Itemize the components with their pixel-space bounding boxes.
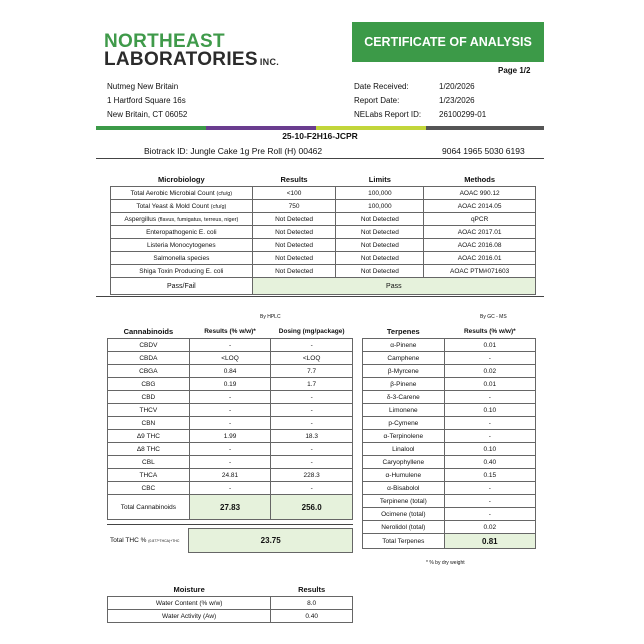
micro-header: Results [280, 174, 308, 184]
table-row [111, 265, 536, 278]
report-info [354, 80, 486, 122]
table-row [363, 430, 536, 443]
table-row [108, 482, 353, 495]
moisture-name: Water Content (% w/w) [108, 597, 271, 610]
micro-test-name [111, 239, 253, 252]
cannabinoid-dose: - [271, 339, 353, 352]
micro-method: AOAC 2016.01 [424, 252, 536, 265]
micro-method: AOAC 990.12 [424, 187, 536, 200]
report-id-label: NELabs Report ID: [354, 110, 422, 119]
table-row [363, 378, 536, 391]
report-date: 1/23/2026 [439, 96, 475, 105]
micro-test-name [111, 226, 253, 239]
table-row [111, 200, 536, 213]
terpene-name: δ-3-Carene [363, 391, 445, 404]
cannabinoid-dose: 228.3 [271, 469, 353, 482]
total-terpenes-value: 0.81 [444, 534, 535, 549]
cannabinoid-name: CBC [108, 482, 190, 495]
cannabinoid-name: THCA [108, 469, 190, 482]
micro-method: AOAC PTM#071603 [424, 265, 536, 278]
micro-test-name [111, 200, 253, 213]
divider [107, 524, 353, 525]
table-row [108, 495, 353, 520]
divider [96, 158, 544, 159]
passfail-value: Pass [252, 278, 535, 295]
terpene-name: Limonene [363, 404, 445, 417]
cannabinoid-dose: 7.7 [271, 365, 353, 378]
cannabinoid-result: - [189, 339, 271, 352]
terpene-result: - [444, 391, 535, 404]
micro-result: Not Detected [252, 252, 336, 265]
client-address [107, 80, 187, 122]
terpene-result: 0.01 [444, 378, 535, 391]
cannabinoid-result: - [189, 443, 271, 456]
micro-header: Methods [464, 174, 496, 184]
table-row [363, 534, 536, 549]
micro-limit: 100,000 [336, 200, 424, 213]
cannabinoids-table [107, 324, 353, 520]
moisture-table [107, 582, 353, 623]
micro-test-label: Shiga Toxin Producing E. coli [139, 267, 224, 275]
table-row [363, 404, 536, 417]
terpene-result: - [444, 417, 535, 430]
micro-result: Not Detected [252, 226, 336, 239]
micro-header: Microbiology [158, 174, 205, 184]
moisture-name: Water Activity (Aw) [108, 610, 271, 623]
micro-method: AOAC 2014.05 [424, 200, 536, 213]
micro-test-label: Aspergillus [124, 215, 157, 223]
cannabinoid-name: CBG [108, 378, 190, 391]
logo-inc: INC. [259, 57, 280, 67]
table-row [108, 469, 353, 482]
micro-test-name [111, 252, 253, 265]
cannabinoid-result: 1.99 [189, 430, 271, 443]
table-row [111, 252, 536, 265]
table-row [108, 430, 353, 443]
cannabinoid-name: CBD [108, 391, 190, 404]
table-row [111, 226, 536, 239]
table-row [363, 339, 536, 352]
cannabinoid-dose: - [271, 443, 353, 456]
total-thc-label: Total THC % (0.877*THCA)+THC [110, 537, 180, 544]
table-row [363, 365, 536, 378]
terpene-result: 0.10 [444, 404, 535, 417]
cannabinoid-result: 0.84 [189, 365, 271, 378]
cannabinoid-dose: - [271, 404, 353, 417]
micro-limit: Not Detected [336, 252, 424, 265]
table-row [111, 213, 536, 226]
table-row [108, 391, 353, 404]
table-row [363, 495, 536, 508]
micro-test-unit: (flavus, fumigatus, terreus, niger) [157, 216, 239, 223]
micro-result: 750 [252, 200, 336, 213]
cannabinoid-header: Results (% w/w)* [204, 327, 256, 335]
cannabinoid-result: 0.19 [189, 378, 271, 391]
logo-laboratories: LABORATORIES INC. [104, 49, 280, 70]
terpene-result: - [444, 495, 535, 508]
cannabinoid-result: - [189, 482, 271, 495]
micro-result: Not Detected [252, 239, 336, 252]
total-thc-table [107, 528, 353, 553]
table-row [363, 521, 536, 534]
terpene-result: - [444, 430, 535, 443]
micro-test-name [111, 187, 253, 200]
table-row [108, 456, 353, 469]
cannabinoid-dose: - [271, 417, 353, 430]
cannabinoid-result: <LOQ [189, 352, 271, 365]
terpene-result: 0.15 [444, 469, 535, 482]
micro-test-label: Listeria Monocytogenes [147, 241, 216, 249]
terpene-result: - [444, 352, 535, 365]
terpene-result: 0.01 [444, 339, 535, 352]
micro-method: AOAC 2017.01 [424, 226, 536, 239]
micro-method: AOAC 2016.08 [424, 239, 536, 252]
footnote: * % by dry weight [426, 560, 465, 566]
table-row [363, 443, 536, 456]
received-label: Date Received: [354, 82, 409, 91]
received-date: 1/20/2026 [439, 82, 475, 91]
cannabinoid-name: CBGA [108, 365, 190, 378]
table-row [111, 239, 536, 252]
terpene-result: - [444, 482, 535, 495]
micro-test-label: Total Aerobic Microbial Count [130, 189, 215, 197]
terpene-name: Ocimene (total) [363, 508, 445, 521]
total-thc-value: 23.75 [189, 529, 353, 553]
report-id: 26100299-01 [439, 110, 487, 119]
micro-header: Limits [368, 174, 391, 184]
table-row [108, 610, 353, 623]
table-row [108, 339, 353, 352]
micro-result: Not Detected [252, 213, 336, 226]
micro-test-label: Total Yeast & Mold Count [136, 202, 209, 210]
terpenes-table [362, 324, 536, 549]
moisture-header: Moisture [173, 584, 205, 594]
micro-result: Not Detected [252, 265, 336, 278]
table-row [108, 404, 353, 417]
cannabinoid-result: - [189, 391, 271, 404]
cannabinoid-dose: <LOQ [271, 352, 353, 365]
micro-result: <100 [252, 187, 336, 200]
terpene-name: Nerolidol (total) [363, 521, 445, 534]
terpene-name: Caryophyllene [363, 456, 445, 469]
table-row [108, 597, 353, 610]
terpene-name: α-Humulene [363, 469, 445, 482]
table-row [363, 482, 536, 495]
terpene-name: α-Pinene [363, 339, 445, 352]
cannabinoid-name: CBDV [108, 339, 190, 352]
terpene-result: 0.02 [444, 365, 535, 378]
biotrack-id: Biotrack ID: Jungle Cake 1g Pre Roll (H) 00462 [144, 146, 323, 156]
cannabinoid-name: CBN [108, 417, 190, 430]
certificate-title: CERTIFICATE OF ANALYSIS [352, 22, 544, 62]
cannabinoid-dose: - [271, 456, 353, 469]
total-cannabinoids-dose: 256.0 [271, 495, 353, 520]
cannabinoid-name: CBL [108, 456, 190, 469]
terpene-name: p-Cymene [363, 417, 445, 430]
cannabinoid-dose: - [271, 391, 353, 404]
moisture-header: Results [298, 584, 326, 594]
cannabinoid-result: - [189, 456, 271, 469]
client-city: New Britain, CT 06052 [107, 110, 188, 119]
cannabinoid-name: Δ8 THC [108, 443, 190, 456]
client-name: Nutmeg New Britain [107, 82, 179, 91]
micro-limit: 100,000 [336, 187, 424, 200]
moisture-result: 8.0 [271, 597, 353, 610]
hplc-note: By HPLC [260, 314, 281, 320]
table-row [108, 417, 353, 430]
total-cannabinoids-result: 27.83 [189, 495, 271, 520]
color-bar [96, 126, 544, 130]
micro-limit: Not Detected [336, 226, 424, 239]
cannabinoid-dose: 1.7 [271, 378, 353, 391]
gcms-note: By GC - MS [480, 314, 507, 320]
terpene-header: Terpenes [386, 326, 420, 336]
table-row [108, 378, 353, 391]
cannabinoid-result: 24.81 [189, 469, 271, 482]
total-terpenes-label: Total Terpenes [363, 534, 445, 549]
table-row [363, 417, 536, 430]
passfail-label: Pass/Fail [111, 278, 253, 295]
micro-test-label: Enteropathogenic E. coli [146, 228, 217, 236]
logo-northeast: NORTHEAST [104, 31, 225, 52]
table-row [363, 391, 536, 404]
terpene-result: - [444, 508, 535, 521]
micro-test-unit: (cfu/g) [216, 190, 233, 197]
cannabinoid-name: Δ9 THC [108, 430, 190, 443]
table-row [111, 187, 536, 200]
table-row [363, 456, 536, 469]
sample-code: 25-10-F2H16-JCPR [282, 131, 358, 141]
terpene-name: Camphene [363, 352, 445, 365]
micro-method: qPCR [424, 213, 536, 226]
micro-test-label: Salmonella species [153, 254, 210, 262]
terpene-result: 0.40 [444, 456, 535, 469]
table-row [111, 278, 536, 295]
table-row [108, 443, 353, 456]
table-row [108, 352, 353, 365]
cannabinoid-name: THCV [108, 404, 190, 417]
total-cannabinoids-label: Total Cannabinoids [108, 495, 190, 520]
terpene-name: β-Myrcene [363, 365, 445, 378]
moisture-result: 0.40 [271, 610, 353, 623]
divider [96, 296, 544, 297]
terpene-name: α-Terpinolene [363, 430, 445, 443]
cannabinoid-result: - [189, 404, 271, 417]
micro-limit: Not Detected [336, 213, 424, 226]
table-row [363, 469, 536, 482]
terpene-name: β-Pinene [363, 378, 445, 391]
microbiology-table [110, 172, 536, 295]
terpene-result: 0.10 [444, 443, 535, 456]
micro-limit: Not Detected [336, 239, 424, 252]
cannabinoid-dose: - [271, 482, 353, 495]
terpene-name: α-Bisabolol [363, 482, 445, 495]
cannabinoid-result: - [189, 417, 271, 430]
barcode-number: 9064 1965 5030 6193 [442, 146, 525, 156]
cannabinoid-header: Dosing (mg/package) [278, 327, 345, 335]
terpene-name: Terpinene (total) [363, 495, 445, 508]
table-row [363, 508, 536, 521]
page-number: Page 1/2 [498, 66, 531, 75]
client-street: 1 Hartford Square 16s [107, 96, 186, 105]
table-row [363, 352, 536, 365]
micro-test-unit: (cfu/g) [210, 203, 227, 210]
micro-test-name [111, 213, 253, 226]
micro-limit: Not Detected [336, 265, 424, 278]
terpene-name: Linalool [363, 443, 445, 456]
micro-test-name [111, 265, 253, 278]
cannabinoid-dose: 18.3 [271, 430, 353, 443]
report-date-label: Report Date: [354, 96, 400, 105]
terpene-header: Results (% w/w)* [463, 327, 516, 335]
cannabinoid-name: CBDA [108, 352, 190, 365]
table-row [108, 365, 353, 378]
terpene-result: 0.02 [444, 521, 535, 534]
cannabinoid-header: Cannabinoids [123, 326, 174, 336]
